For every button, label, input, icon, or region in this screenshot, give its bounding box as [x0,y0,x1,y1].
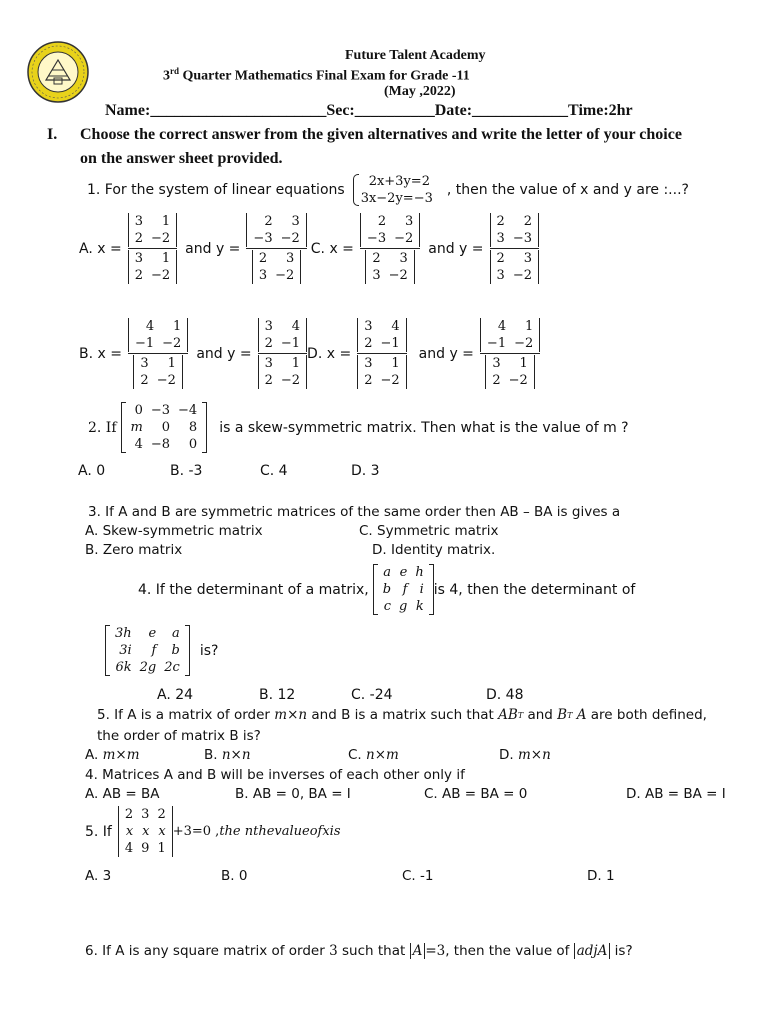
q5-stem-line-2: the order of matrix B is? [97,728,261,744]
q1-a-and-y[interactable]: and y = [185,240,241,257]
q1-d-y-fraction-numerator-table [483,318,537,352]
q4b-option-d[interactable]: D. AB = BA = I [626,786,726,802]
matrix-cell: 2 [372,251,381,266]
q4b-option-c[interactable]: C. AB = BA = 0 [424,786,528,802]
q1-c-y-fraction-denominator-table [493,250,536,284]
matrix-cell: −2 [162,336,182,351]
matrix-cell: x [158,824,166,839]
matrix-cell: 9 [141,841,150,856]
q1-a-y-fraction [246,213,306,284]
q1-c-x-fraction-denominator [365,250,414,284]
q3-stem: 3. If A and B are symmetric matrices of the same order then AB – BA is gives a [88,504,621,520]
q4-option-b[interactable]: B. 12 [259,687,296,703]
matrix-cell: f [402,582,408,597]
matrix-cell: 2 [124,807,134,822]
seal-icon [26,40,90,104]
matrix-cell: −2 [508,373,528,388]
matrix-cell: 2 [496,251,505,266]
q3-option-b[interactable]: B. Zero matrix [85,542,183,558]
matrix-cell: 0 [134,403,143,418]
matrix-cell: a [383,565,392,580]
q1-a-x-fraction [128,213,177,284]
matrix-cell: e [399,565,408,580]
matrix-cell: 1 [524,319,534,334]
matrix-cell: −2 [394,231,414,246]
matrix-cell: 2 [364,373,373,388]
q2-option-c[interactable]: C. 4 [260,463,288,479]
matrix-cell: m [130,420,143,435]
matrix-cell: 2 [157,807,166,822]
q1-a-x-fraction-numerator-table [131,213,174,247]
fraction-bar [480,353,540,354]
q1-b-y-fraction-numerator [258,318,307,352]
matrix-cell: 6k [115,660,132,675]
fraction-bar [246,248,306,249]
matrix-cell: 1 [167,356,176,371]
q1-c-x-fraction [360,213,420,284]
q1-b-y-fraction-denominator [258,355,307,389]
matrix-cell: −4 [178,403,198,418]
matrix-cell: 3 [523,251,532,266]
matrix-cell: x [142,824,150,839]
q5-option-a[interactable]: A. m×m [85,747,140,763]
fraction-bar [490,248,539,249]
section-number: I. [47,126,58,143]
q4-option-c[interactable]: C. -24 [351,687,393,703]
fraction-bar [258,353,307,354]
q1-d-x-fraction-denominator-table [360,355,403,389]
q1-b-x-fraction-denominator-table [136,355,179,389]
matrix-cell: h [415,565,424,580]
q1-a-y-fraction-denominator-table [255,250,298,284]
q1-b-x-fraction [128,318,188,389]
matrix-cell: 0 [161,420,171,435]
matrix-cell: 3 [134,214,143,229]
q1-a-y-fraction-numerator [246,213,306,247]
matrix-cell: 3h [115,626,132,641]
q5b-option-a[interactable]: A. 3 [85,868,112,884]
matrix-cell: 1 [161,214,171,229]
q5b-option-c[interactable]: C. -1 [402,868,434,884]
matrix-cell: 4 [391,319,400,334]
matrix-cell: i [419,582,424,597]
q1-d-y-fraction [480,318,540,389]
matrix-cell: 2 [496,214,505,229]
matrix-cell: 3 [492,356,501,371]
matrix-cell: 3 [291,214,300,229]
q5b-stem: 5. If 2 3 2 x x x 4 9 1 +3=0 , the nthevalueofxis [85,807,341,856]
school-name: Future Talent Academy [345,48,486,63]
matrix-cell: 1 [391,356,400,371]
matrix-cell: −2 [280,231,300,246]
matrix-cell: 2 [140,373,149,388]
matrix-cell: 4 [134,437,143,452]
fraction-bar [360,248,420,249]
q1-d-y-fraction-denominator-table [488,355,531,389]
q1-stem: 1. For the system of linear equations 2x+3y=2 3x−2y=−3 , then the value of x and y are :...? [87,174,689,206]
matrix-cell: 3 [364,319,373,334]
fraction-bar [357,353,406,354]
matrix-cell: −1 [134,336,155,351]
q1-options-row-1 [79,213,539,284]
matrix-cell: 3 [496,268,505,283]
matrix-cell: 2c [164,660,180,675]
q1-b-x-fraction-numerator [128,318,188,352]
matrix-cell: −3 [366,231,387,246]
q5b-matrix [118,806,173,857]
q1-d-and-y[interactable]: and y = [418,345,474,362]
q1-a-x-fraction-numerator [128,213,177,247]
matrix-cell: 2 [492,373,501,388]
matrix-cell: g [399,599,408,614]
matrix-cell: 4 [145,319,155,334]
q1-options-row-2 [79,318,540,389]
matrix-cell: b [382,582,392,597]
matrix-cell: 2 [264,214,273,229]
q1-option-c-label[interactable]: C. x = [310,240,354,257]
matrix-cell: b [171,643,180,658]
matrix-cell: 3 [264,356,273,371]
matrix-cell: 3 [134,251,143,266]
matrix-cell: 2 [377,214,387,229]
q4-option-d[interactable]: D. 48 [486,687,524,703]
q1-d-x-fraction-denominator [357,355,406,389]
q3-option-c[interactable]: C. Symmetric matrix [359,523,499,539]
matrix-cell: 1 [157,841,166,856]
matrix-cell: 3i [119,643,132,658]
q1-c-x-fraction-numerator [360,213,420,247]
q5-stem: 5. If A is a matrix of order m×n and B is a matrix such that AB T and B T A are both defined, [97,707,707,723]
q2-stem: 2. If 0 −3 −4 m 0 8 4 −8 0 is a skew-symmetric matrix. Then what is the value of m ? [88,403,629,452]
q1-d-x-fraction-numerator-table [360,318,403,352]
exam-title: 3rd Quarter Mathematics Final Exam for Grade -11 [163,66,470,84]
q1-d-y-fraction-denominator [485,355,534,389]
matrix-cell: 2 [134,268,143,283]
school-logo [26,40,90,104]
q4b-option-a[interactable]: A. AB = BA [85,786,160,802]
q1-b-x-fraction-denominator [133,355,182,389]
matrix-cell: 0 [188,437,198,452]
q1-c-x-fraction-denominator-table [368,250,411,284]
matrix-cell: 4 [124,841,134,856]
matrix-cell: f [151,643,157,658]
q1-a-y-fraction-denominator [252,250,301,284]
instruction-line-1: Choose the correct answer from the given alternatives and write the letter of your choice [80,126,682,143]
q4-matrix-1 [373,564,434,615]
matrix-cell: −3 [512,231,532,246]
matrix-cell: −2 [275,268,295,283]
q1-d-x-fraction [357,318,406,389]
q1-a-x-fraction-denominator [128,250,177,284]
q1-b-x-fraction-numerator-table [131,318,185,352]
q1-c-y-fraction-denominator [490,250,539,284]
matrix-cell: 3 [140,356,149,371]
q5-option-d[interactable]: D. m×n [499,747,551,763]
q5b-option-b[interactable]: B. 0 [221,868,248,884]
matrix-cell: a [172,626,180,641]
matrix-cell: −2 [156,373,176,388]
matrix-cell: 3 [264,319,273,334]
q3-option-a[interactable]: A. Skew-symmetric matrix [85,523,263,539]
matrix-cell: −1 [380,336,400,351]
q2-option-a[interactable]: A. 0 [78,463,106,479]
matrix-cell: 1 [519,356,528,371]
q1-a-x-fraction-denominator-table [131,250,174,284]
matrix-cell: k [415,599,424,614]
q1-c-y-fraction [490,213,539,284]
matrix-cell: −2 [512,268,532,283]
matrix-cell: 4 [497,319,507,334]
matrix-cell: 3 [141,807,150,822]
q1-c-y-fraction-numerator [490,213,539,247]
matrix-cell: 2 [264,373,273,388]
matrix-cell: −2 [388,268,408,283]
q1-b-y-fraction-numerator-table [261,318,304,352]
q3-option-d[interactable]: D. Identity matrix. [372,542,496,558]
q4-matrix1-table [379,564,428,615]
matrix-cell: c [383,599,392,614]
q2-matrix [121,402,208,453]
matrix-cell: e [148,626,157,641]
matrix-cell: 3 [286,251,295,266]
matrix-cell: 1 [161,251,171,266]
matrix-cell: −1 [486,336,507,351]
q1-option-b-label[interactable]: B. x = [79,345,122,362]
fraction-bar [128,248,177,249]
matrix-cell: 3 [399,251,408,266]
matrix-cell: 4 [291,319,301,334]
q4b-stem: 4. Matrices A and B will be inverses of each other only if [85,767,465,783]
matrix-cell: 1 [291,356,301,371]
matrix-cell: 3 [372,268,381,283]
q1-d-x-fraction-numerator [357,318,406,352]
matrix-cell: 3 [364,356,373,371]
matrix-cell: 3 [258,268,268,283]
matrix-cell: −1 [280,336,301,351]
q6-stem: 6. If A is any square matrix of order 3 such that A =3 , then the value of adjA is? [85,943,633,959]
q4-matrix2-table [111,625,184,676]
q1-a-y-fraction-numerator-table [249,213,303,247]
matrix-cell: 2 [258,251,268,266]
matrix-cell: −2 [150,268,171,283]
exam-date: (May ,2022) [384,84,456,99]
matrix-cell: 3 [404,214,414,229]
matrix-cell: 3 [496,231,505,246]
name-line: Name:______________________Sec:__________Date:____________Time:2hr [105,102,633,119]
matrix-cell: −2 [380,373,400,388]
matrix-cell: −2 [150,231,171,246]
matrix-cell: 2 [364,336,373,351]
q2-option-b[interactable]: B. -3 [170,463,203,479]
matrix-cell: −3 [150,403,171,418]
q1-c-y-fraction-numerator-table [493,213,536,247]
matrix-cell: −3 [253,231,273,246]
q1-b-y-fraction [258,318,307,389]
matrix-cell: −2 [280,373,301,388]
q1-system: 2x+3y=2 3x−2y=−3 [353,173,433,207]
matrix-cell: 1 [173,319,182,334]
q1-d-y-fraction-numerator [480,318,540,352]
matrix-cell: 2g [139,660,157,675]
q4-stem: 4. If the determinant of a matrix, a e h b f i c g k is 4, then the determinant of [138,565,636,614]
q5b-matrix-table [121,806,170,857]
q2-matrix-table [127,402,202,453]
q4-matrix-2 [105,625,190,676]
matrix-cell: 8 [188,420,198,435]
matrix-cell: −2 [514,336,534,351]
matrix-cell: 2 [134,231,143,246]
q1-option-a-label[interactable]: A. x = [79,240,122,257]
q4b-option-b[interactable]: B. AB = 0, BA = I [235,786,351,802]
matrix-cell: 2 [264,336,273,351]
fraction-bar [128,353,188,354]
q5-option-c[interactable]: C. n×m [348,747,399,763]
q4-option-a[interactable]: A. 24 [157,687,194,703]
instruction-line-2: on the answer sheet provided. [80,150,283,167]
q5b-option-d[interactable]: D. 1 [587,868,615,884]
matrix-cell: 2 [523,214,532,229]
matrix-cell: x [125,824,134,839]
q4-second-matrix: 3h e a 3i f b 6k 2g 2c is? [105,625,218,676]
q1-c-and-y[interactable]: and y = [428,240,484,257]
q5-option-b[interactable]: B. n×n [204,747,251,763]
q2-option-d[interactable]: D. 3 [351,463,380,479]
q1-option-d-label[interactable]: D. x = [307,345,352,362]
matrix-cell: −8 [150,437,171,452]
q1-c-x-fraction-numerator-table [363,213,417,247]
q1-b-y-fraction-denominator-table [261,355,304,389]
q1-b-and-y[interactable]: and y = [196,345,252,362]
